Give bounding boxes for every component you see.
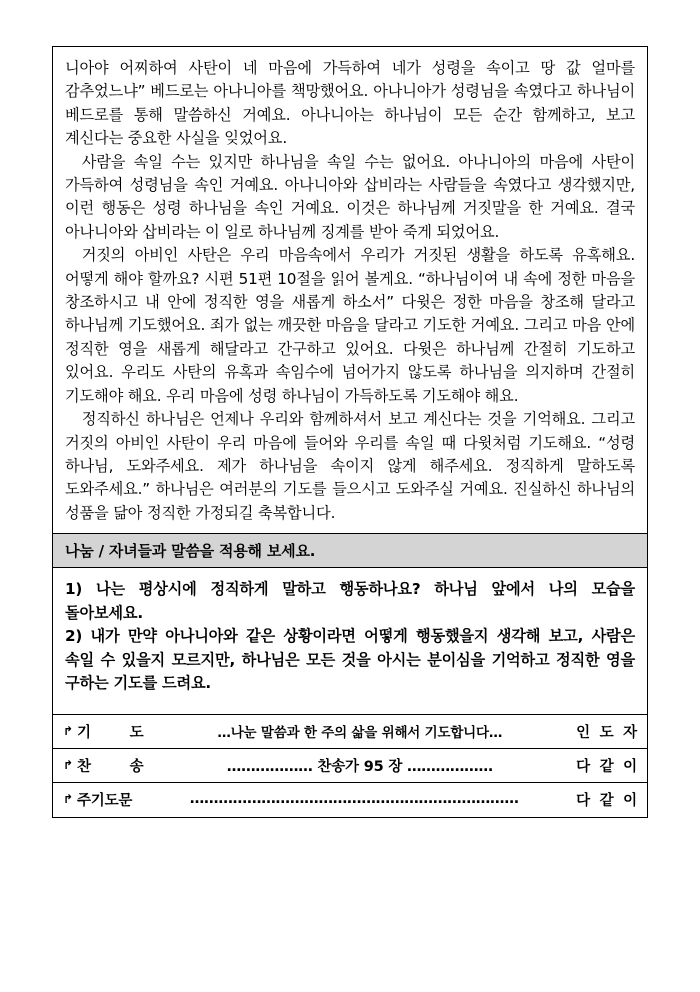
arrow-icon: ↱ — [63, 724, 73, 739]
order-description: …………………………………………………………… — [189, 791, 519, 808]
order-description: ……………… 찬송가 95 장 ……………… — [226, 758, 493, 775]
question-item: 1) 나는 평상시에 정직하게 말하고 행동하나요? 하나님 앞에서 나의 모습을 돌아보세요. — [65, 580, 635, 622]
order-leader: 인 도 자 — [576, 724, 637, 741]
order-row — [53, 782, 647, 817]
section-heading-apply: 나눔 / 자녀들과 말씀을 적용해 보세요. — [53, 533, 647, 568]
arrow-icon: ↱ — [63, 792, 73, 807]
paragraph: 거짓의 아비인 사탄은 우리 마음속에서 우리가 거짓된 생활을 하도록 유혹해요. 어떻게 해야 할까요? 시편 51편 10절을 읽어 볼게요. “하나님이여 내 속에 정한 마음을 창조하시고 내 안에 정직한 영을 새롭게 하소서” 다윗은 정한 마음을 창조해 달라고 하나님께 기도했어요. 죄가 없는 깨끗한 마음을 달라고 기도한 거예요. 그리고 마음 안에 정직한 영을 새롭게 해달라고 간구하고 있어요. 다윗은 하나님께 간절히 기도하고 있어요. 우리도 사탄의 유혹과 속임수에 넘어가지 않도록 하나님을 의지하며 간절히 기도해야 해요. 우리 마음에 성령 하나님이 가득하도록 기도해야 해요. — [65, 246, 635, 405]
discussion-questions — [53, 568, 647, 706]
order-title: 찬 송 — [77, 758, 144, 775]
order-leader: 다 같 이 — [576, 792, 637, 809]
order-title: 기 도 — [77, 724, 144, 741]
paragraph: 사람을 속일 수는 있지만 하나님을 속일 수는 없어요. 아나니아의 마음에 사탄이 가득하여 성령님을 속인 거예요. 아나니아와 삽비라는 사람들을 속였다고 생각했지만, 이런 행동은 성령 하나님을 속인 거예요. 이것은 하나님께 거짓말을 한 거예요. 결국 아나니아와 삽비라는 이 일로 하나님께 징계를 받아 죽게 되었어요. — [65, 152, 635, 241]
paragraph: 정직하신 하나님은 언제나 우리와 함께하셔서 보고 계신다는 것을 기억해요. 그리고 거짓의 아비인 사탄이 우리 마음에 들어와 우리를 속일 때 다윗처럼 기도해요. “성령 하나님, 도와주세요. 제가 하나님을 속이지 않게 해주세요. 정직하게 말하도록 도와주세요.” 하나님은 여러분의 기도를 들으시고 도와주실 거예요. 진실하신 하나님의 성품을 닮아 정직한 가정되길 축복합니다. — [65, 410, 635, 522]
service-order-list — [53, 714, 647, 817]
order-leader: 다 같 이 — [576, 758, 637, 775]
order-description: …나눈 말씀과 한 주의 삶을 위해서 기도합니다… — [217, 725, 503, 742]
order-title: 주기도문 — [77, 792, 133, 809]
question-item: 2) 내가 만약 아나니아와 같은 상황이라면 어떻게 행동했을지 생각해 보고, 사람은 속일 수 있을지 모르지만, 하나님은 모든 것을 아시는 분이심을 기억하고 정직한 영을 구하는 기도를 드려요. — [65, 627, 635, 693]
paragraph: 니아야 어찌하여 사탄이 네 마음에 가득하여 네가 성령을 속이고 땅 값 얼마를 감추었느냐” 베드로는 아나니아를 책망했어요. 아나니아가 성령님을 속였다고 하나님이 베드로를 통해 말씀하신 거예요. 아나니아는 하나님이 모든 순간 함께하고, 보고 계신다는 중요한 사실을 잊었어요. — [65, 59, 635, 148]
arrow-icon: ↱ — [63, 758, 73, 773]
order-row — [53, 748, 647, 782]
document-frame — [52, 46, 648, 818]
order-row — [53, 714, 647, 748]
lesson-body — [53, 47, 647, 533]
